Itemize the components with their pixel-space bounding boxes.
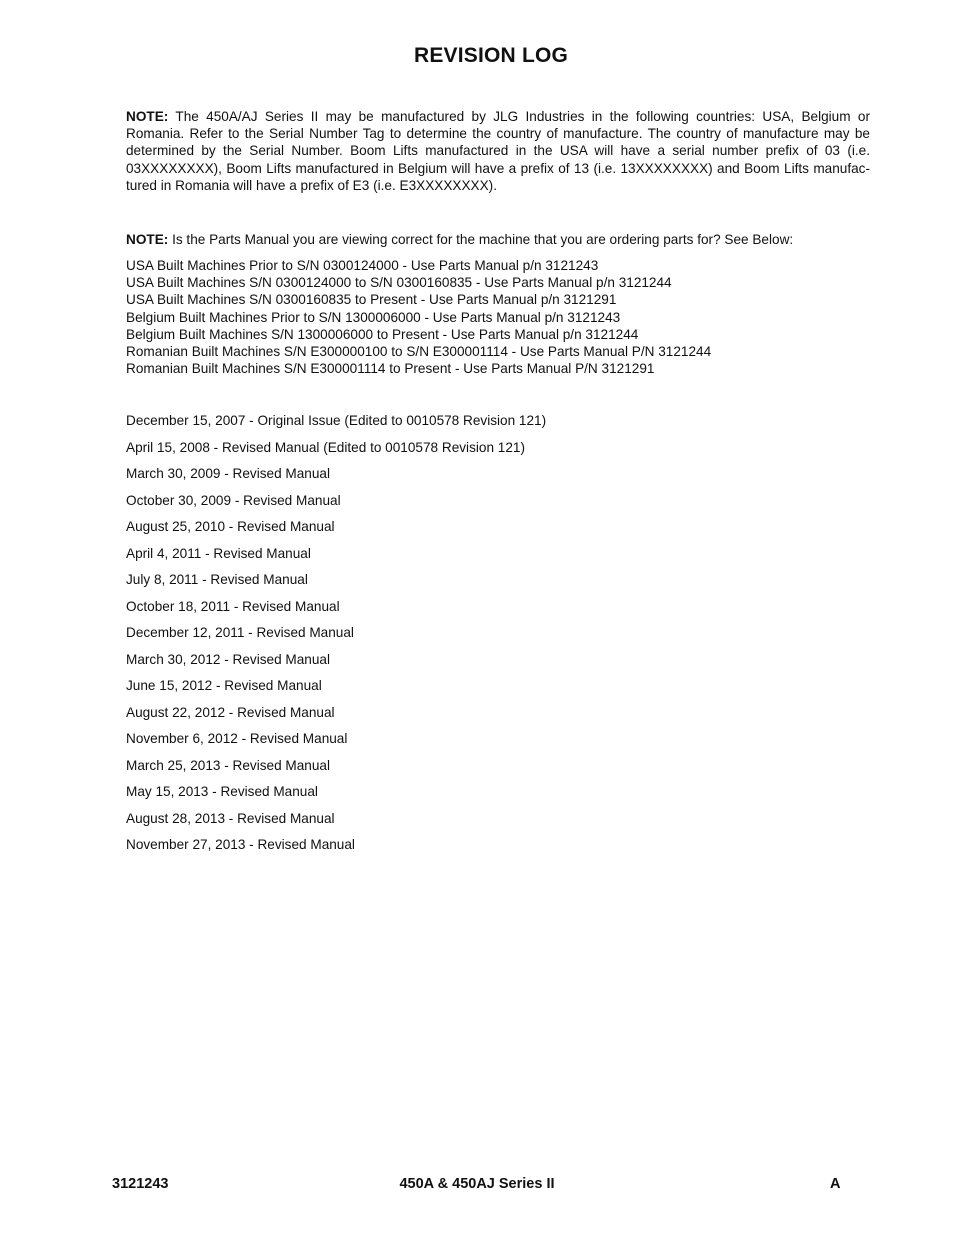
revision-entry: November 27, 2013 - Revised Manual [126,837,355,852]
machine-line: Romanian Built Machines S/N E300001114 to Present - Use Parts Manual P/N 3121291 [126,361,655,377]
revision-entry: May 15, 2013 - Revised Manual [126,784,318,799]
machine-line: Belgium Built Machines Prior to S/N 1300006000 - Use Parts Manual p/n 3121243 [126,309,621,325]
revision-entry: December 15, 2007 - Original Issue (Edited to 0010578 Revision 121) [126,413,547,428]
parts-manual-note [126,231,870,248]
footer-part-number: 3121243 [112,1176,169,1192]
footer-model: 450A & 450AJ Series II [399,1176,555,1192]
revision-entry: March 30, 2009 - Revised Manual [126,466,331,481]
note-text: The 450A/AJ Series II may be manufactured by JLG Industries in the following countries: USA, Belgium or [168,109,870,124]
note-label: NOTE: [126,232,169,247]
revision-entry: July 8, 2011 - Revised Manual [126,572,308,587]
footer-revision: A [830,1176,841,1192]
page-title: REVISION LOG [413,44,569,67]
manufacture-note [126,108,870,194]
note-line: tured in Romania will have a prefix of E3 (i.e. E3XXXXXXXX). [126,177,497,193]
revision-entry: March 25, 2013 - Revised Manual [126,757,331,773]
note-text: Is the Parts Manual you are viewing correct for the machine that you are ordering parts for? See Below: [168,232,794,247]
revision-list [126,412,870,863]
note-label: NOTE: [126,109,169,124]
machine-line: Belgium Built Machines S/N 1300006000 to Present - Use Parts Manual p/n 3121244 [126,326,639,342]
revision-entry: November 6, 2012 - Revised Manual [126,731,348,746]
machine-manual-list [126,257,870,377]
revision-entry: April 15, 2008 - Revised Manual (Edited to 0010578 Revision 121) [126,439,525,455]
revision-entry: March 30, 2012 - Revised Manual [126,651,331,667]
note-line: Romania. Refer to the Serial Number Tag to determine the country of manufacture. The country of manufacture may be [126,126,870,142]
revision-entry: August 28, 2013 - Revised Manual [126,810,335,826]
revision-entry: October 18, 2011 - Revised Manual [126,598,340,614]
machine-line: Romanian Built Machines S/N E300000100 to S/N E300001114 - Use Parts Manual P/N 3121244 [126,343,712,359]
revision-entry: October 30, 2009 - Revised Manual [126,492,341,508]
note-line: 03XXXXXXXX), Boom Lifts manufactured in Belgium will have a prefix of 13 (i.e. 13XXXXXXXX) and Boom Lifts manufac- [126,160,870,176]
revision-entry: December 12, 2011 - Revised Manual [126,625,354,640]
revision-entry: August 25, 2010 - Revised Manual [126,519,335,534]
note-line [126,108,870,125]
machine-line: USA Built Machines S/N 0300124000 to S/N 0300160835 - Use Parts Manual p/n 3121244 [126,275,672,291]
revision-entry: April 4, 2011 - Revised Manual [126,545,311,561]
revision-entry: June 15, 2012 - Revised Manual [126,678,322,693]
machine-line: USA Built Machines S/N 0300160835 to Present - Use Parts Manual p/n 3121291 [126,292,617,308]
revision-entry: August 22, 2012 - Revised Manual [126,704,335,720]
machine-line: USA Built Machines Prior to S/N 0300124000 - Use Parts Manual p/n 3121243 [126,258,599,273]
note-line: determined by the Serial Number. Boom Lifts manufactured in the USA will have a serial number prefix of 03 (i.e. [126,143,870,159]
